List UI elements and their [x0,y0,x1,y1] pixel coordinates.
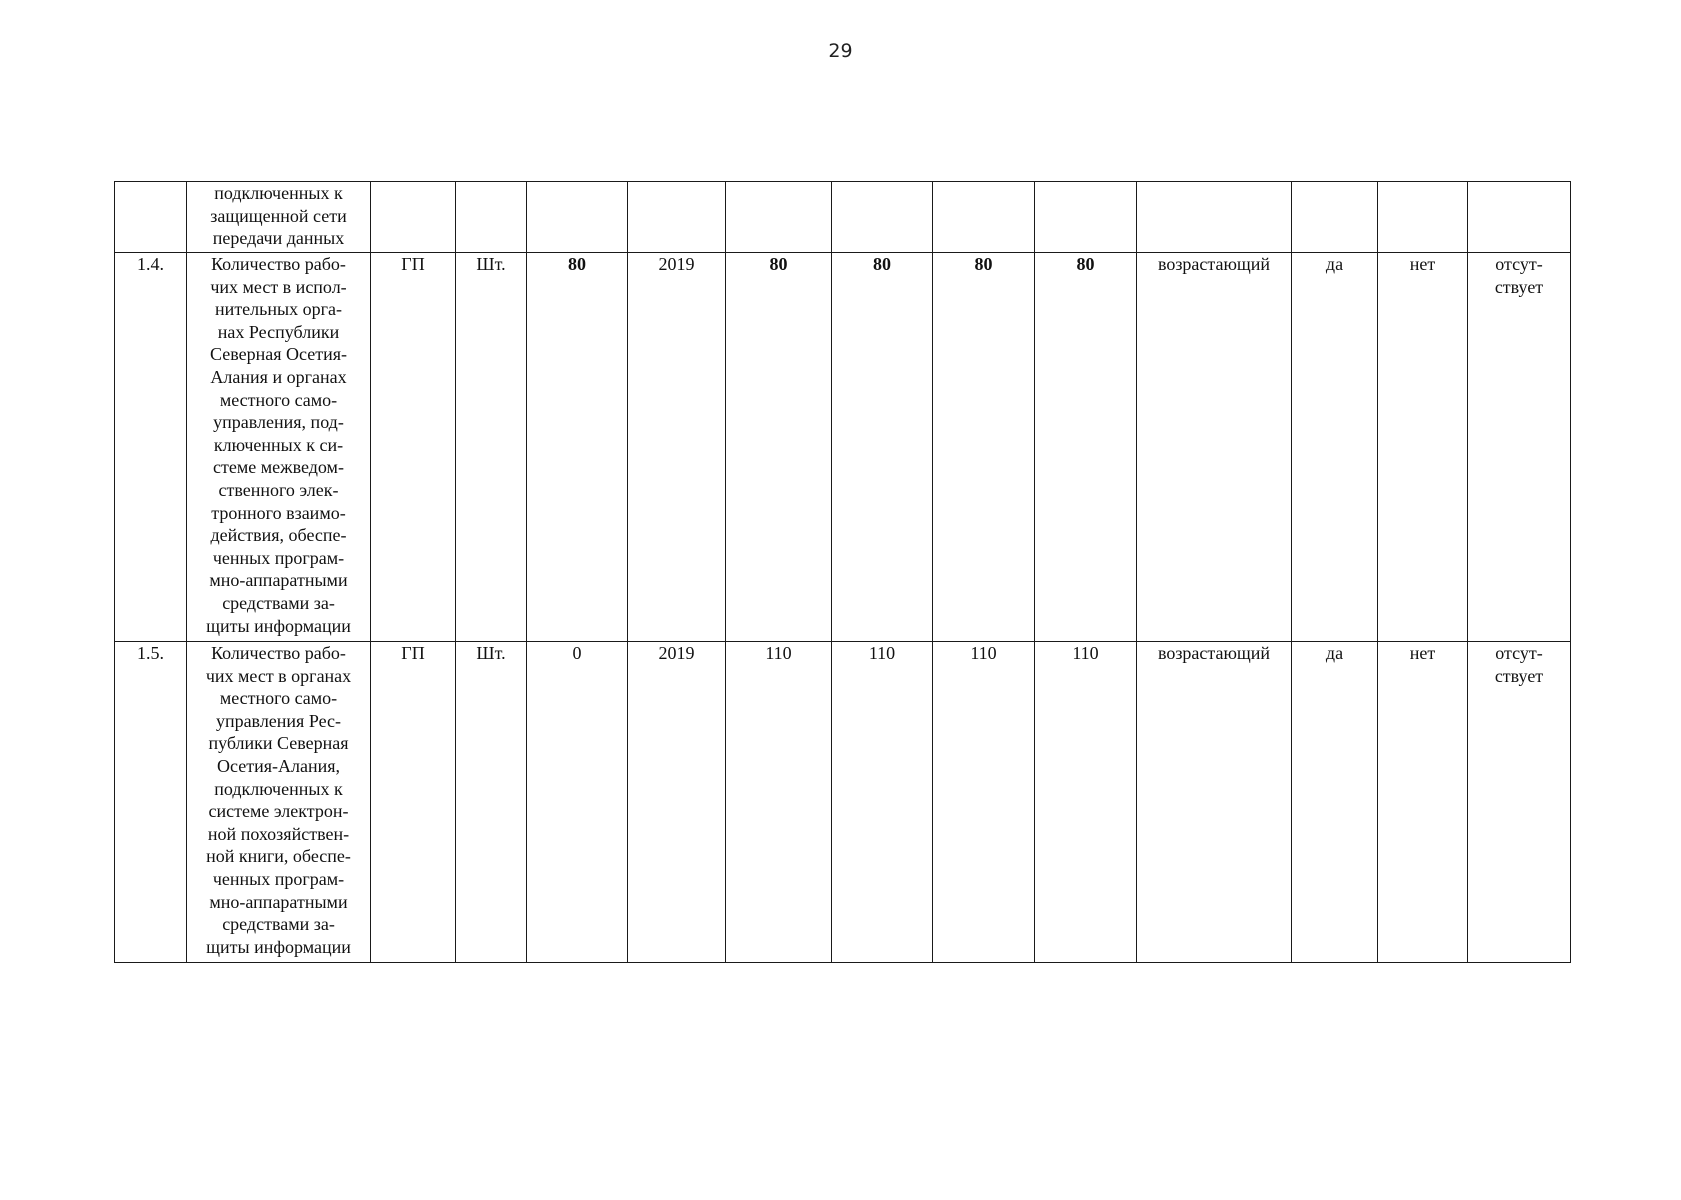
cell-unit: Шт. [456,642,527,963]
cell-value: 80 [933,253,1035,642]
name-line: публики Северная [208,733,349,754]
cell-indicator-name [187,642,371,963]
name-line: защищенной сети [210,205,347,226]
name-line: управления Рес- [215,710,342,731]
cell-type [371,182,456,253]
cell-base-year: 2019 [628,642,726,963]
name-line: нительных орга- [215,299,342,320]
cell-note [1468,253,1571,642]
cell-value: 110 [832,642,933,963]
name-line: ной книги, обеспе- [206,846,351,867]
cell-base-value: 0 [527,642,628,963]
cell-base-year [628,182,726,253]
name-line: системе электрон- [208,801,349,822]
name-line: стеме межведом- [213,457,344,478]
name-line: чих мест в испол- [210,276,347,297]
note-line: отсут- [1495,643,1543,663]
cell-indicator-name [187,253,371,642]
name-line: местного само- [219,688,338,709]
name-line: ченных програм- [212,868,345,889]
note-line: ствует [1494,276,1544,297]
cell-value [726,182,832,253]
name-line: Осетия-Алания, [217,755,340,776]
indicators-table [114,181,1571,963]
cell-base-year: 2019 [628,253,726,642]
note-line: отсут- [1495,254,1543,274]
name-line: тронного взаимо- [211,502,346,523]
cell-note [1468,182,1571,253]
name-line: Количество рабо- [211,643,346,663]
cell-indicator-name [187,182,371,253]
cell-unit: Шт. [456,253,527,642]
cell-flag-a: да [1292,253,1378,642]
note-line: ствует [1494,665,1544,686]
cell-value: 80 [832,253,933,642]
cell-flag-b [1378,182,1468,253]
cell-base-value: 80 [527,253,628,642]
cell-base-value [527,182,628,253]
cell-value: 80 [726,253,832,642]
name-line: Количество рабо- [211,254,346,274]
cell-trend: возрастающий [1137,642,1292,963]
cell-note [1468,642,1571,963]
name-line: Северная Осетия- [210,344,347,365]
cell-unit [456,182,527,253]
table-row [115,182,1571,253]
cell-num: 1.5. [115,642,187,963]
cell-value: 110 [1035,642,1137,963]
name-line: ной похозяйствен- [207,823,350,844]
name-line: местного само- [219,389,338,410]
cell-type: ГП [371,253,456,642]
name-line: передачи данных [212,228,345,249]
cell-flag-a [1292,182,1378,253]
cell-value [933,182,1035,253]
cell-flag-b: нет [1378,642,1468,963]
name-line: щиты информации [206,936,351,957]
cell-flag-a: да [1292,642,1378,963]
name-line: средствами за- [222,914,335,935]
cell-flag-b: нет [1378,253,1468,642]
name-line: мно-аппаратными [209,570,348,591]
cell-type: ГП [371,642,456,963]
name-line: ственного элек- [218,479,339,500]
page-number: 29 [828,40,853,62]
name-line: нах Республики [217,321,340,342]
name-line: действия, обеспе- [210,525,347,546]
name-line: ченных програм- [212,547,345,568]
table-row [115,642,1571,963]
cell-num [115,182,187,253]
cell-value [1035,182,1137,253]
cell-num: 1.4. [115,253,187,642]
name-line: мно-аппаратными [209,891,348,912]
name-line: средствами за- [222,592,335,613]
cell-value: 80 [1035,253,1137,642]
name-line: щиты информации [206,615,351,636]
table-row [115,253,1571,642]
name-line: подключенных к [214,183,343,203]
name-line: подключенных к [214,778,343,799]
name-line: ключенных к си- [213,434,344,455]
cell-trend: возрастающий [1137,253,1292,642]
cell-trend [1137,182,1292,253]
cell-value: 110 [726,642,832,963]
cell-value: 110 [933,642,1035,963]
name-line: Алания и органах [210,366,347,387]
name-line: чих мест в органах [205,665,352,686]
name-line: управления, под- [213,412,344,433]
cell-value [832,182,933,253]
